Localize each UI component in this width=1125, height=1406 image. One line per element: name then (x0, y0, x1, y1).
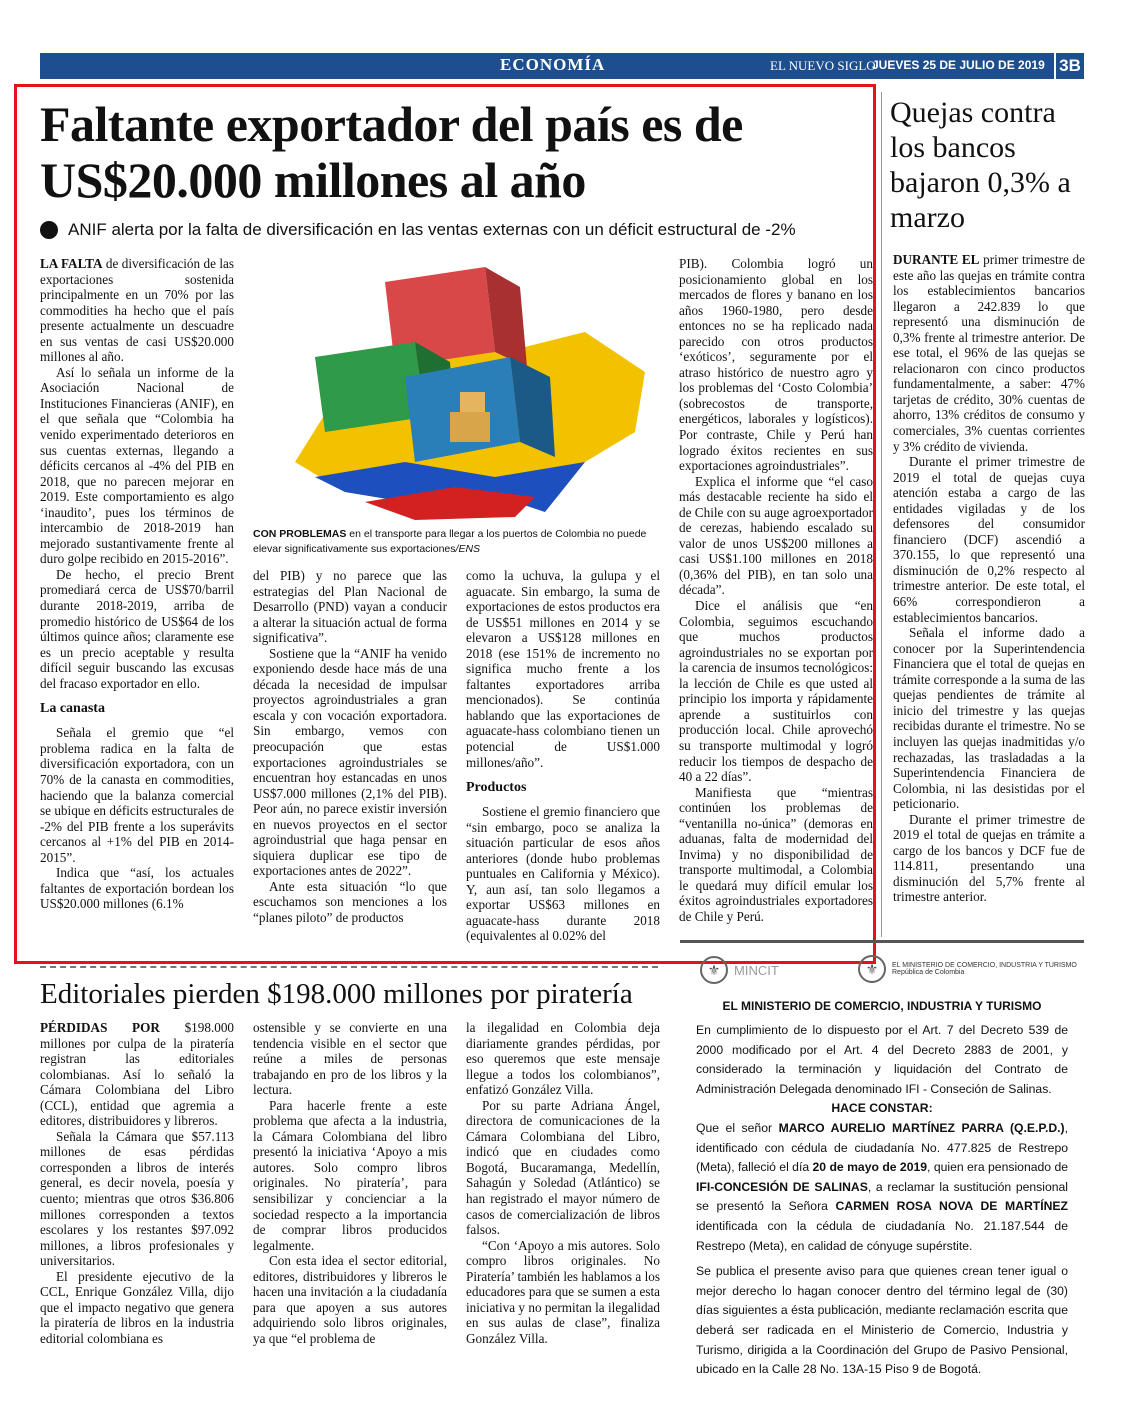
logo-subtext: República de Colombia (892, 969, 965, 976)
containers-map-illustration (255, 262, 660, 524)
article-column-3 (466, 568, 660, 944)
paragraph: del PIB) y no parece que las estrategias del Plan Nacional de Desarrollo (PND) vayan a conducir a alterar la situación actual de forma significativa”. (253, 568, 447, 646)
paragraph: Por su parte Adriana Ángel, directora de comunicaciones de la Cámara Colombiana del Libro, indicó que en ciudades como Bogotá, Bucaramanga, Medellín, Sahagún y Soledad (Atlántico) se han registrado el mayor número de casos de comercialización de libros falsos. (466, 1097, 660, 1238)
article-column-1 (40, 256, 234, 912)
main-subheadline (40, 220, 870, 240)
lead-in: LA FALTA (40, 256, 103, 271)
article-column-2 (253, 568, 447, 926)
paragraph: Durante el primer trimestre de 2019 el total de quejas en trámite a cargo de los bancos y DCF fue de 114.811, presentando una disminución del 5,7% frente al trimestre anterior. (893, 811, 1085, 905)
paragraph: Explica el informe que “el caso más destacable reciente ha sido el de Chile con su auge agroexportador de cerezas, habiendo escalado su valor de unos US$200 millones a casi US$1.100 millones en 2018 (0,36% del PIB), en tan solo una década”. (679, 473, 873, 598)
second-column-1 (40, 1020, 234, 1346)
official-notice (680, 940, 1084, 1377)
notice-paragraph: Que el señor MARCO AURELIO MARTÍNEZ PARRA (Q.E.P.D.), identificado con cédula de ciudadanía No. 477.825 de Restrepo (Meta), falleció el día 20 de mayo de 2019, quien era pensionado de IFI-CONCESIÓN DE SALINAS, a reclamar la sustitución pensional se presentó la Señora CARMEN ROSA NOVA DE MARTÍNEZ identificada con la cédula de ciudadanía No. 21.187.544 de Restrepo (Meta), en calidad de cónyuge supérstite. (696, 1120, 1069, 1253)
lead-in: DURANTE EL (893, 252, 980, 267)
subheadline-text: ANIF alerta por la falta de diversificación en las ventas externas con un déficit estructural de -2% (68, 220, 796, 239)
notice-paragraph: En cumplimiento de lo dispuesto por el Art. 7 del Decreto 539 de 2000 modificado por el Art. 4 del Decreto 2883 de 2001, y considerado la terminación y liquidación del Contrato de Administración Delegada denominado IFI - Conseción de Salinas. (696, 1023, 1068, 1096)
paragraph: Sostiene que la “ANIF ha venido exponiendo desde hace más de una década la necesidad de impulsar proyectos agroindustriales a gran escala y con vocación exportadora. Sin embargo, vemos con preocupación que estas exportaciones agroindustriales se encuentran hoy estancadas en unos US$7.000 millones (2,1% del PIB). Peor aún, no parece existir inversión en nuevos proyectos en el sector agroindustrial que haga pensar en siquiera duplicar ese tipo de exportaciones antes de 2022”. (253, 645, 447, 879)
page-number: 3B (1054, 53, 1084, 79)
paragraph: la ilegalidad en Colombia deja diariamente grandes pérdidas, por eso queremos que este mensaje llegue a todos los colombianos”, enfatizó González Villa. (466, 1020, 660, 1098)
notice-body (680, 1021, 1084, 1380)
bullet-icon (40, 221, 58, 239)
subheading: Productos (466, 780, 527, 796)
section-name: ECONOMÍA (500, 55, 606, 74)
paragraph: Sostiene el gremio financiero que “sin embargo, poco se analiza la situación particular de esos años anteriores (donde hubo problemas puntuales en California y México). Y, aun así, tan solo llegamos a exportar US$63 millones en aguacate-hass durante 2018 (equivalentes al 0.02% del (466, 804, 660, 944)
newspaper-name: EL NUEVO SIGLO (770, 58, 876, 73)
dotted-divider (40, 966, 658, 968)
paragraph: Señala el gremio que “el problema radica en la falta de diversificación exportadora, con un 70% de la canasta en commodities, haciendo que la balanza comercial se ubique en déficits estructurales de -2% del PIB frente a los superávits cercanos al +1% del PIB en 2014-2015”. (40, 725, 234, 865)
caption-text: en el transporte para llegar a los puertos de Colombia no puede elevar significativamente sus exportaciones (253, 528, 647, 556)
notice-paragraph: Se publica el presente aviso para que quienes crean tener igual o mejor derecho lo hagan conocer dentro del término legal de (30) días siguientes a ésta publicación, mediante reclamación escrita que deberá ser radicada en el Ministerio de Comercio, Industria y Turismo, dirigida a la Coordinación del Grupo de Pasivo Pensional, ubicado en la Calle 28 No. 13A-15 Piso 9 de Bogotá. (696, 1264, 1068, 1377)
paragraph: Así lo señala un informe de la Asociación Nacional de Instituciones Financieras (ANIF), en el que señala que “Colombia ha venido experimentado deterioros en sus cuentas externas, llegando a déficits cercanos al -4% del PIB en 2018, que no parecen mejorar en 2019. Este comportamiento es algo ‘inaudito’, pues los términos de intercambio de 2018-2019 han mejorado sustantivamente frente al duro golpe recibido en 2015-2016”. (40, 364, 234, 567)
logo-text: MINCIT (734, 962, 779, 978)
paragraph: Para hacerle frente a este problema que afecta a la industria, la Cámara Colombiana del libro presentó la iniciativa ‘Apoyo a mis autores. Solo compro libros originales. No piratería’, para sensibilizar y concienciar a la sociedad respecto a la importancia de comprar libros producidos legalmente. (253, 1097, 447, 1253)
paragraph: “Con ‘Apoyo a mis autores. Solo compro libros originales. No Piratería’ también les hablamos a los educadores para que se sumen a esta iniciativa y no permitan la ilegalidad en sus aulas de clase”, finaliza González Villa. (466, 1237, 660, 1346)
paragraph: Con esta idea el sector editorial, editores, distribuidores y libreros le hacen una invitación a la ciudadanía para que apoyen a sus autores adquiriendo solo libros originales, ya que “el problema de (253, 1253, 447, 1346)
column-divider (881, 92, 882, 937)
paragraph: Indica que “así, los actuales faltantes de exportación bordean los US$20.000 millones (6.1% (40, 865, 234, 912)
paragraph: ostensible y se convierte en una tendencia visible en el sector que reúne a miles de personas trabajando en pro de los libros y la lectura. (253, 1020, 447, 1098)
paragraph: primer trimestre de este año las quejas en trámite contra los establecimientos bancarios llegaron a 242.839 lo que representó una disminución de 0,3% frente al trimestre anterior. De ese total, el 96% de las quejas se relacionaron con cinco productos fundamentalmente, a saber: 47% tarjetas de crédito, 30% cuentas de ahorro, 13% créditos de consumo y comerciales, 3% cuentas corrientes y 3% crédito de vivienda. (893, 252, 1085, 454)
caption-lead: CON PROBLEMAS (253, 528, 347, 540)
paragraph: como la uchuva, la gulupa y el aguacate. Sin embargo, la suma de exportaciones de estos productos era de US$51 millones en 2014 y se elevaron a US$128 millones en 2018 (ese 151% de incremento no significa mucho frente a los faltantes exportadores arriba mencionados). Se continúa hablando que las exportaciones de aguacate-hass colombiano tienen un potencial de US$1.000 millones/año”. (466, 568, 660, 770)
paragraph: Durante el primer trimestre de 2019 el total de quejas cuya atención estaba a cargo de las entidades vigiladas y de los defensores del consumidor financiero (DCF) ascendió a 370.155, lo que representó una disminución de 0,2% respecto al trimestre anterior. De este total, el 66% correspondieron a establecimientos bancarios. (893, 454, 1085, 625)
paragraph: PIB). Colombia logró un posicionamiento global en los mercados de flores y banano en los años 1960-1980, pero desde entonces no se ha replicado nada parecido con otros productos ‘exóticos’, seguramente por el atraso histórico de nuestro agro y los problemas del ‘Costo Colombia’ (sobrecostos de transporte, energéticos, laborales y logísticos). Por contraste, Chile y Perú han logrado éxitos recientes en sus exportaciones agroindustriales”. (679, 256, 873, 474)
paragraph: de diversificación de las exportaciones sostenida principalmente en un 70% por las commodities ha hecho que el país presente actualmente un descuadre en sus ventas de casi US$20.000 millones al año. (40, 256, 235, 365)
paragraph: Señala el informe dado a conocer por la Superintendencia Financiera que el total de quejas en trámite corresponde a la suma de las quejas pendientes de trámite al inicio del trimestre y las quejas recibidas durante el trimestre. No se incluyen las quejas inadmitidas y/o rechazadas, las trasladadas a la Superintendencia Financiera de Colombia, ni las desistidas por el peticionario. (893, 625, 1085, 812)
ministry-logo (858, 955, 1078, 983)
paragraph: $198.000 millones por culpa de la piratería registran las editoriales colombianas. Así lo señaló la Cámara Colombiana del Libro (CCL), entidad que agremia a editores, distribuidores y libreros. (40, 1020, 235, 1129)
lead-in: PÉRDIDAS POR (40, 1020, 160, 1035)
main-headline: Faltante exportador del país es de US$20.000 millones al año (40, 96, 743, 208)
side-headline: Quejas contra los bancos bajaron 0,3% a marzo (890, 96, 1071, 235)
photo-caption (253, 527, 663, 557)
logo-text: EL MINISTERIO DE COMERCIO, INDUSTRIA Y TURISMO (892, 962, 1077, 969)
paragraph: Dice el análisis que “en Colombia, seguimos escuchando que muchos productos agroindustriales no se exportan por la carencia de insumos tecnológicos: la lección de Chile es que usted al principio los importa y rápidamente aprende a sustituirlos con producción local. Chile aprovechó su transporte multimodal y logró reducir los tiempos de despacho de 40 a 22 días”. (679, 598, 873, 785)
paragraph: Ante esta situación “lo que escuchamos son menciones a los “planes piloto” de productos (253, 878, 447, 926)
second-column-3 (466, 1020, 660, 1346)
photo-credit: /ENS (455, 543, 481, 556)
notice-subtitle: HACE CONSTAR: (831, 1101, 933, 1116)
side-article-body (893, 252, 1085, 905)
paragraph: Manifiesta que “mientras continúen los problemas de “ventanilla no-única” (demoras en aduanas, falta de modernidad del Invima) y no disponibilidad de transporte multimodal, a Colombia le quedará muy difícil emular los éxitos agroindustriales exportadores de Chile y Perú. (679, 784, 873, 924)
paragraph: El presidente ejecutivo de la CCL, Enrique González Villa, dijo que el impacto negativo que genera la piratería de libros en la industria editorial colombiana es (40, 1268, 234, 1346)
issue-date: JUEVES 25 DE JULIO DE 2019 (872, 58, 1045, 72)
mincit-logo (700, 955, 860, 985)
paragraph: Señala la Cámara que $57.113 millones de esas pérdidas corresponden a libros de interés general, es decir novela, poesía y cuento; mientras que otros $36.806 millones corresponden a textos escolares y los restantes $97.092 millones, a libros profesionales y universitarios. (40, 1128, 234, 1269)
subheading: La canasta (40, 701, 105, 717)
article-column-4 (679, 256, 873, 925)
coat-of-arms-icon: ⚜ (858, 955, 886, 983)
coat-of-arms-icon: ⚜ (700, 956, 728, 984)
paragraph: De hecho, el precio Brent promediará cerca de US$70/barril durante 2018-2019, arriba de promedio histórico de US$64 de los últimos quince años; claramente ese es un precio aceptable y resulta difícil seguir buscando las excusas del fracaso exportador en ello. (40, 566, 234, 691)
second-headline: Editoriales pierden $198.000 millones por piratería (40, 978, 633, 1010)
notice-title: EL MINISTERIO DE COMERCIO, INDUSTRIA Y TURISMO (722, 999, 1042, 1013)
second-column-2 (253, 1020, 447, 1346)
